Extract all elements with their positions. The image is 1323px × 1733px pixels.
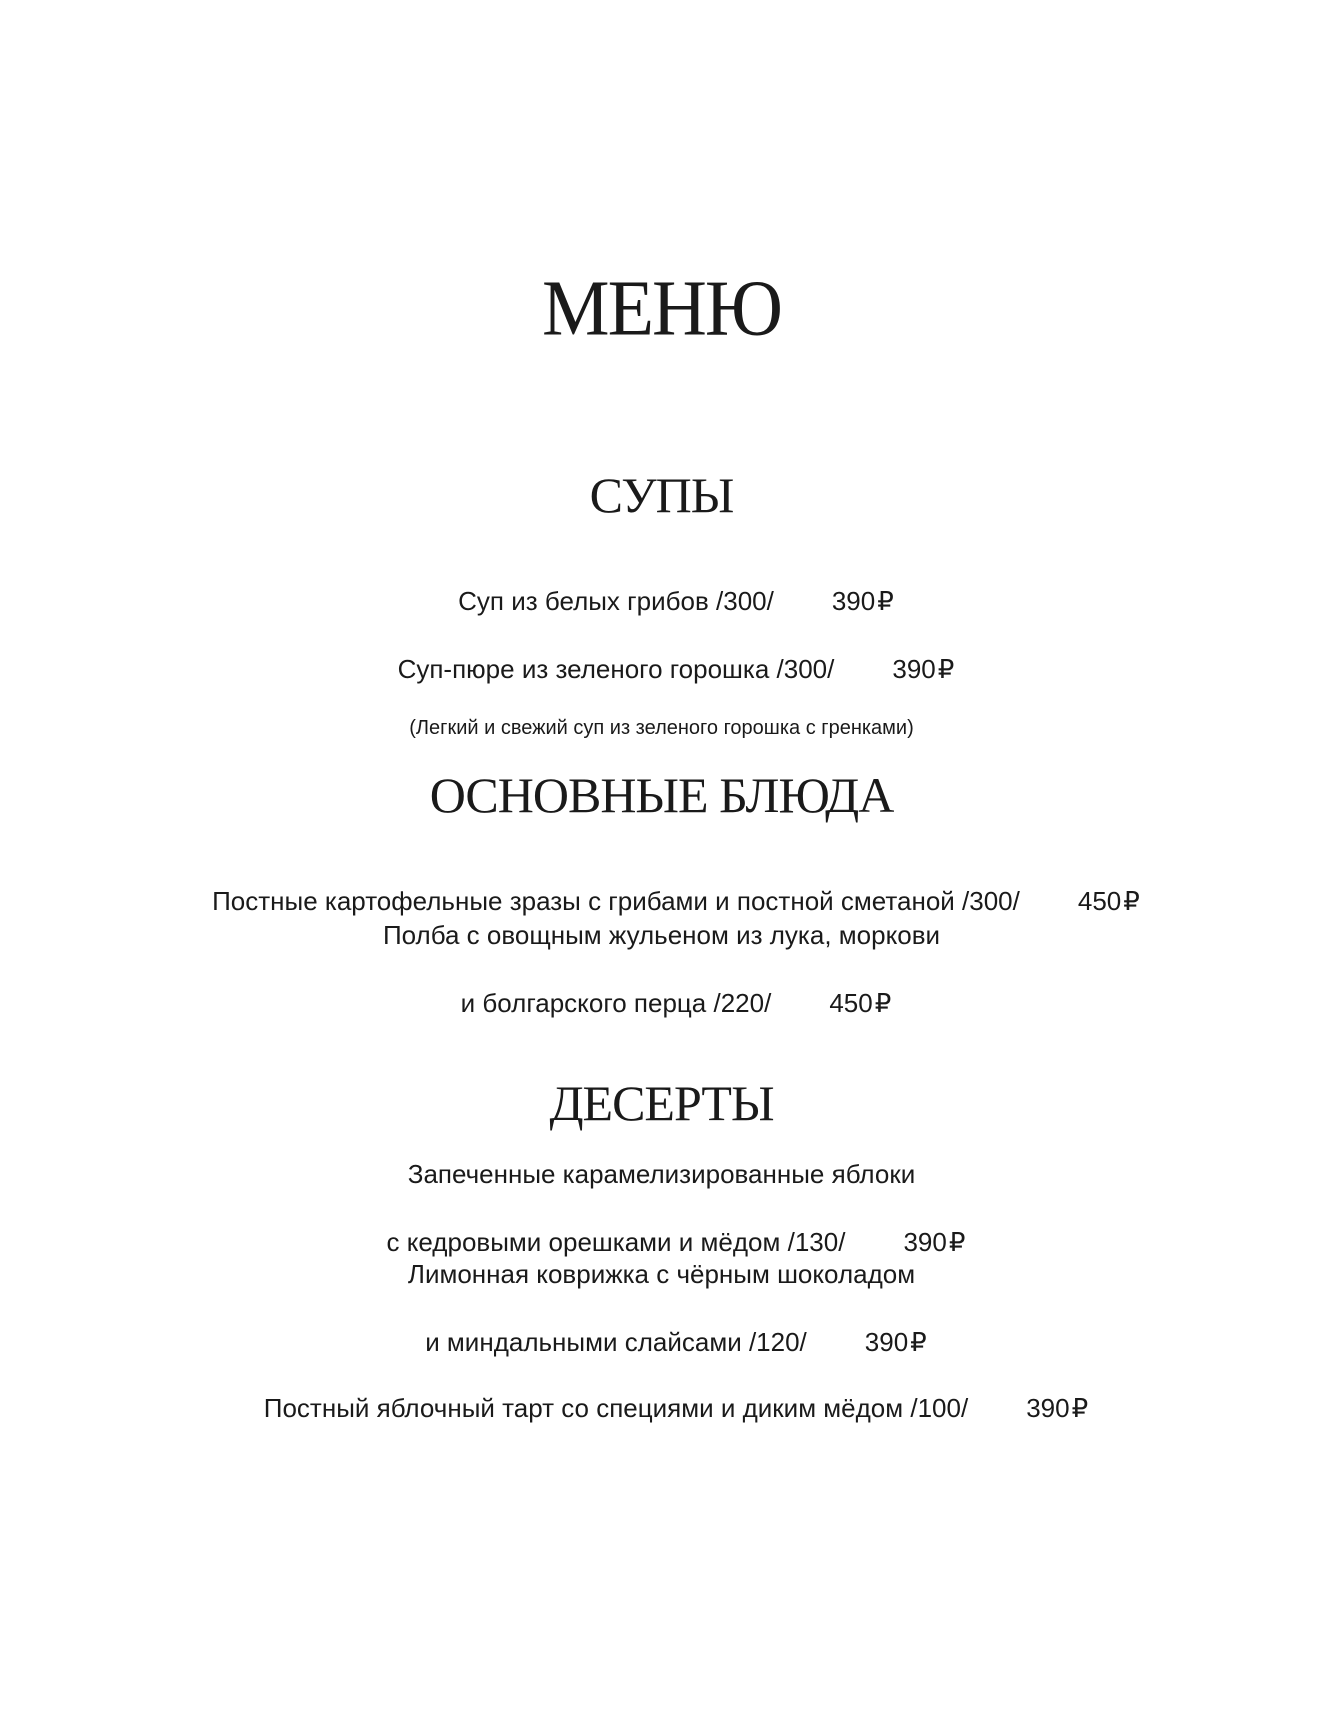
menu-item-name: Суп-пюре из зеленого горошка /300/ <box>397 654 835 684</box>
menu-item-price: 390₽ <box>903 1227 966 1257</box>
page-title: МЕНЮ <box>542 263 781 353</box>
menu-item-line: Полба с овощным жульеном из лука, моркови <box>382 920 941 950</box>
section-heading-desserts: ДЕСЕРТЫ <box>549 1075 774 1131</box>
menu-item-line <box>0 1357 1323 1459</box>
menu-item-price: 390₽ <box>831 586 894 616</box>
menu-item-line <box>0 952 1323 1054</box>
ruble-sign: ₽ <box>1123 886 1140 916</box>
menu-item-price: 450₽ <box>1077 886 1140 916</box>
section-heading-soups: СУПЫ <box>589 467 734 523</box>
menu-item-name: и болгарского перца /220/ <box>460 988 772 1018</box>
menu-item-line: Запеченные карамелизированные яблоки <box>407 1159 916 1189</box>
menu-item-name: Суп из белых грибов /300/ <box>458 586 774 616</box>
menu-item-price: 450₽ <box>829 988 892 1018</box>
ruble-sign: ₽ <box>1071 1393 1089 1423</box>
menu-item-price: 390₽ <box>892 654 955 684</box>
ruble-sign: ₽ <box>874 988 892 1018</box>
ruble-sign: ₽ <box>910 1327 927 1357</box>
menu-item-name: Постный яблочный тарт со специями и диким мёдом /100/ <box>263 1393 969 1423</box>
ruble-sign: ₽ <box>948 1227 966 1257</box>
menu-item-name: Постные картофельные зразы с грибами и постной сметаной /300/ <box>212 886 1020 916</box>
menu-item-price: 390₽ <box>1026 1393 1089 1423</box>
ruble-sign: ₽ <box>877 586 894 616</box>
section-heading-main-courses: ОСНОВНЫЕ БЛЮДА <box>429 767 894 823</box>
menu-item <box>0 918 1323 1054</box>
menu-item <box>0 1357 1323 1459</box>
menu-item-price: 390₽ <box>864 1327 927 1357</box>
menu-item-name: и миндальными слайсами /120/ <box>425 1327 807 1357</box>
menu-item-note: (Легкий и свежий суп из зеленого горошка с гренками) <box>409 717 914 739</box>
ruble-sign: ₽ <box>937 654 955 684</box>
menu-item-line: Лимонная коврижка с чёрным шоколадом <box>407 1259 916 1289</box>
menu-item-line <box>0 618 1323 720</box>
menu-item-name: с кедровыми орешками и мёдом /130/ <box>386 1227 846 1257</box>
menu-item <box>0 618 1323 740</box>
